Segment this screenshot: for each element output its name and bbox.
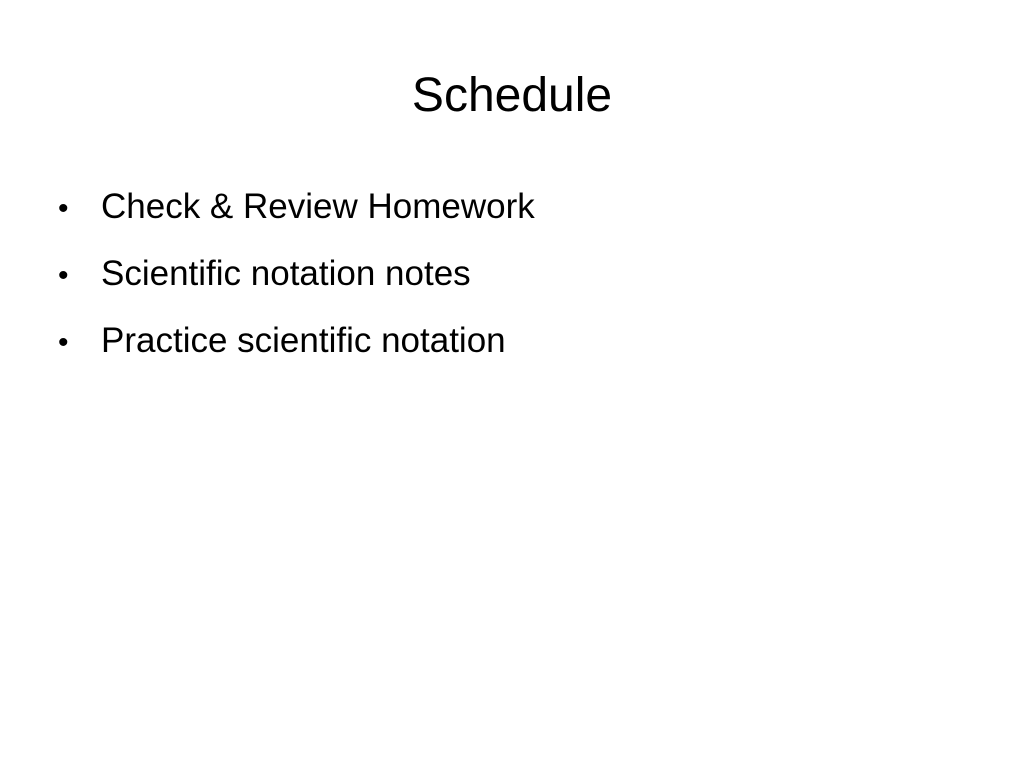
bullet-icon: • — [58, 192, 69, 225]
bullet-list — [58, 185, 958, 386]
bullet-icon: • — [58, 326, 69, 359]
bullet-text: Practice scientific notation — [101, 321, 506, 360]
list-item — [58, 319, 958, 365]
list-item — [58, 252, 958, 298]
slide-title: Schedule — [411, 69, 613, 122]
bullet-text: Scientific notation notes — [101, 254, 471, 293]
list-item — [58, 185, 958, 231]
bullet-icon: • — [58, 259, 69, 292]
bullet-text: Check & Review Homework — [101, 187, 535, 226]
